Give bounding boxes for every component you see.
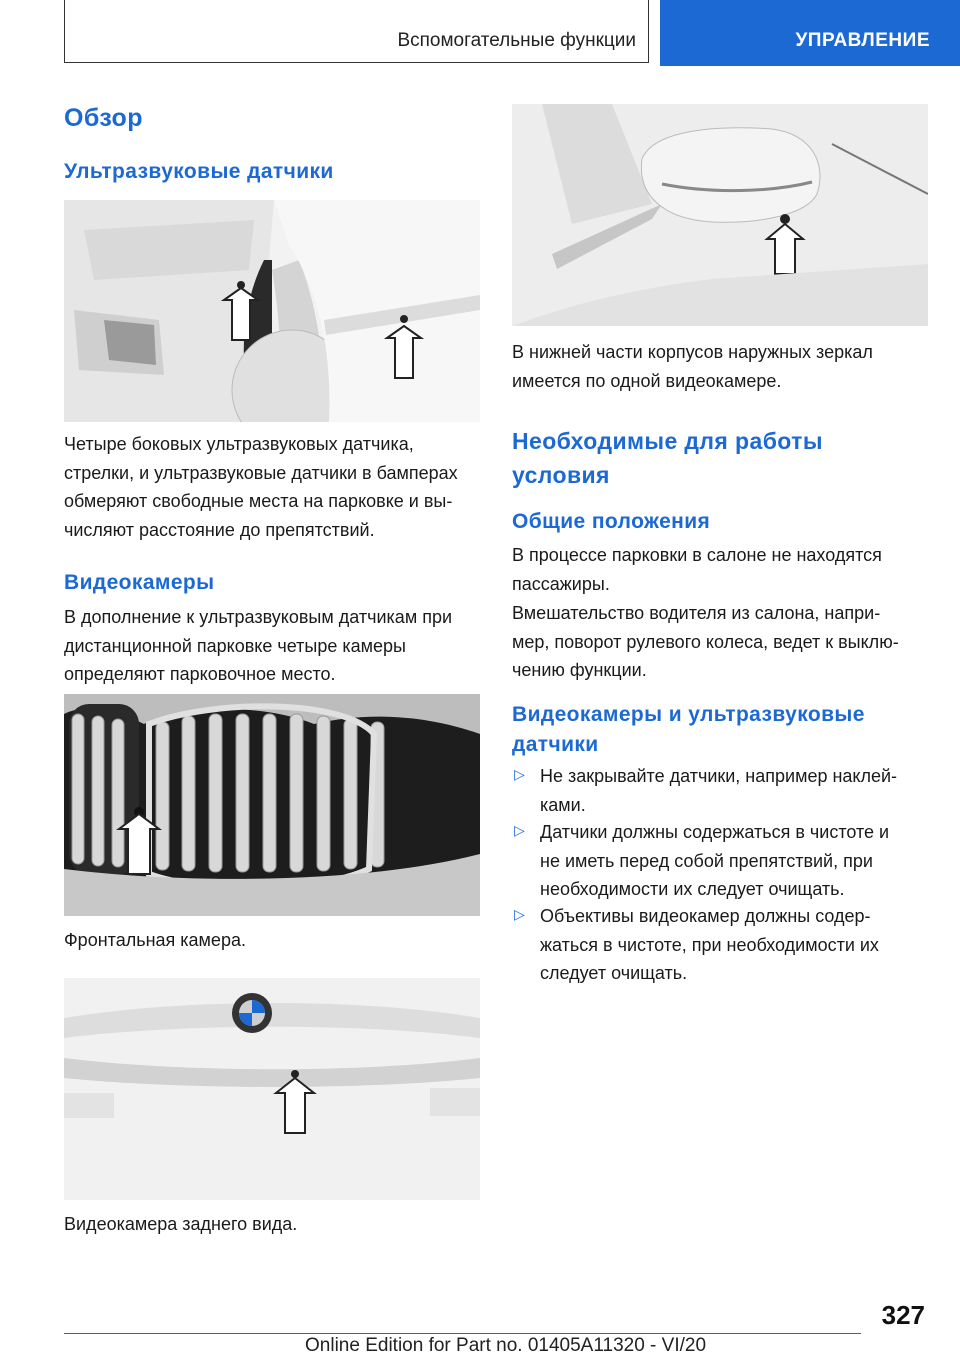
conditions-heading — [512, 424, 823, 492]
footer-divider — [64, 1333, 861, 1334]
rear-camera-image — [64, 978, 480, 1200]
bullet-triangle-icon: ▷ — [514, 822, 525, 838]
text-line: дистанционной парковке четыре камеры — [64, 635, 406, 656]
general-paragraph-1 — [512, 541, 932, 598]
text-line: Четыре боковых ультразвуковых датчика, — [64, 434, 414, 454]
mirror-paragraph — [512, 338, 932, 395]
page-number: 327 — [881, 1300, 925, 1330]
text-line: пассажиры. — [512, 573, 610, 594]
side-sensors-image — [64, 200, 480, 422]
text-line: имеется по одной видеокамере. — [512, 370, 782, 391]
text-line: В процессе парковки в салоне не находятся — [512, 545, 882, 565]
bullet-triangle-icon: ▷ — [514, 906, 525, 922]
footer-edition[interactable]: Online Edition for Part no. 01405A11320 - VI/20 — [305, 1335, 707, 1356]
text-line: определяют парковочное место. — [64, 664, 336, 684]
text-line: следует очищать. — [540, 963, 688, 983]
section-title: Вспомогательные функции — [397, 30, 636, 51]
header-section-box — [64, 0, 649, 63]
general-heading: Общие положения — [512, 510, 711, 533]
text-line: В дополнение к ультразвуковым датчикам при — [64, 607, 453, 627]
cameras-sensors-heading — [512, 700, 865, 760]
general-paragraph-2 — [512, 599, 932, 685]
text-line: Датчики должны содержаться в чистоте и — [540, 822, 890, 842]
text-line: жаться в чистоте, при необходимости их — [540, 934, 879, 955]
page-title: Обзор — [64, 104, 143, 132]
front-camera-image — [64, 694, 480, 916]
heading-line: Необходимые для работы — [512, 428, 823, 454]
heading-line: датчики — [512, 733, 599, 756]
text-line: числяют расстояние до препятствий. — [64, 519, 375, 540]
text-line: Вмешательство водителя из салона, напри- — [512, 603, 881, 623]
heading-line: Видеокамеры и ультразвуковые — [512, 703, 865, 726]
front-camera-caption: Фронтальная камера. — [64, 930, 246, 950]
bullet-triangle-icon: ▷ — [514, 766, 525, 782]
text-line: ками. — [540, 794, 586, 815]
text-line: чению функции. — [512, 660, 647, 680]
ultrasonic-heading: Ультразвуковые датчики — [64, 160, 334, 183]
mirror-camera-image — [512, 104, 928, 326]
text-line: В нижней части корпусов наружных зеркал — [512, 342, 873, 362]
ultrasonic-paragraph — [64, 430, 484, 544]
header-chapter-tab[interactable] — [660, 0, 960, 66]
text-line: не иметь перед собой препятствий, при — [540, 850, 873, 871]
text-line: обмеряют свободные места на парковке и вы- — [64, 491, 453, 511]
text-line: Не закрывайте датчики, например наклей- — [540, 766, 898, 786]
heading-line: условия — [512, 462, 610, 488]
text-line: стрелки, и ультразвуковые датчики в бамперах — [64, 462, 458, 483]
rear-camera-caption: Видеокамера заднего вида. — [64, 1214, 298, 1234]
cameras-heading: Видеокамеры — [64, 571, 215, 594]
text-line: необходимости их следует очищать. — [540, 879, 845, 899]
text-line: мер, поворот рулевого колеса, ведет к выклю- — [512, 631, 899, 652]
chapter-title: УПРАВЛЕНИЕ — [795, 30, 930, 51]
text-line: Объективы видеокамер должны содер- — [540, 906, 871, 926]
cameras-paragraph — [64, 603, 484, 689]
